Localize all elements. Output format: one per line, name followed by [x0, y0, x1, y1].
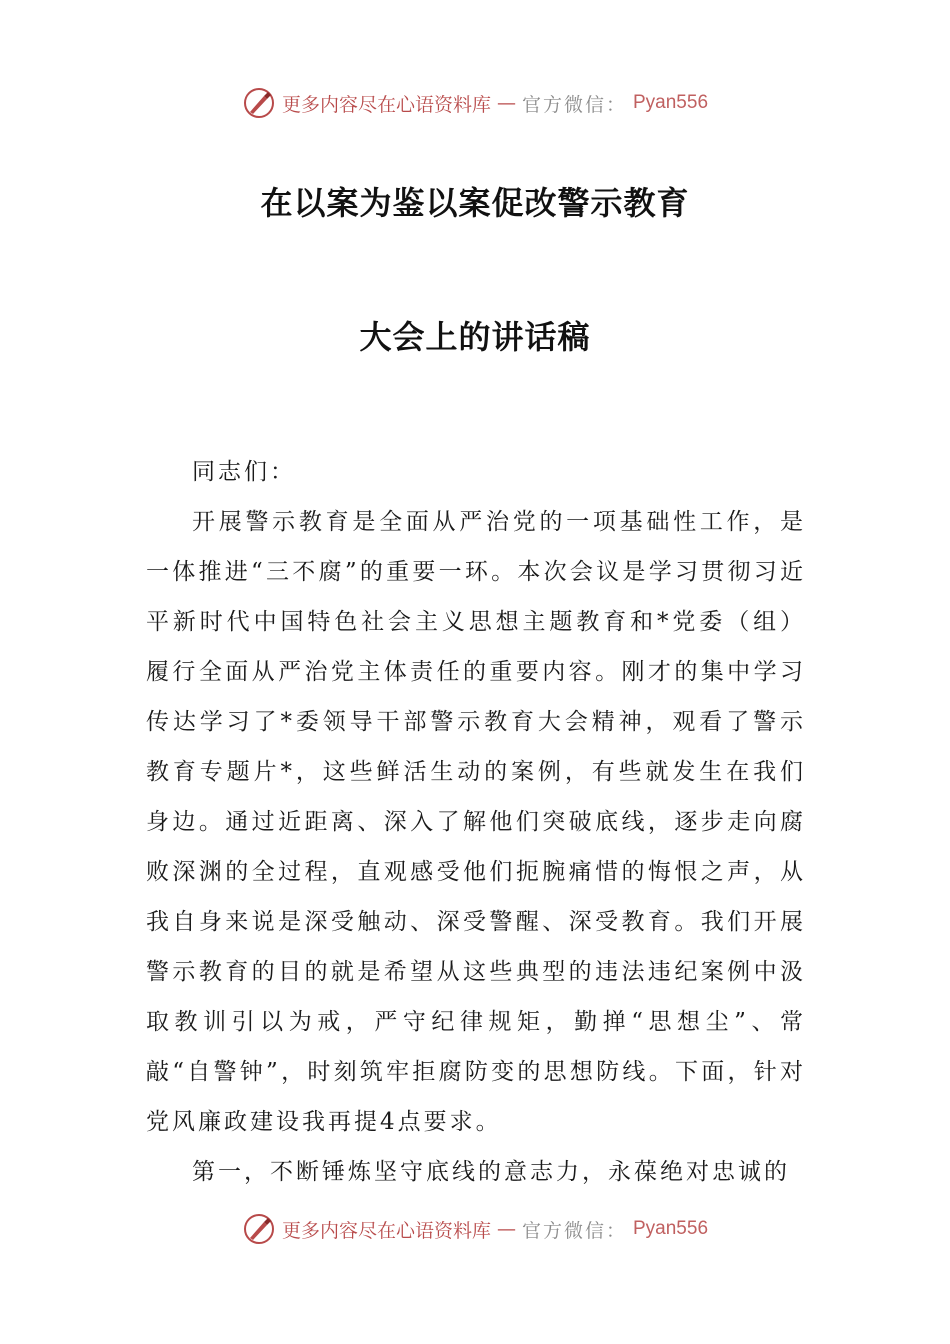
- watermark-official-label: 官方微信：: [521, 1219, 627, 1242]
- document-title-line1: 在以案为鉴以案促改警示教育: [260, 184, 690, 222]
- first-point-paragraph: 第一，不断锤炼坚守底线的意志力，永葆绝对忠诚的: [192, 1159, 790, 1185]
- watermark-dash: —: [496, 92, 516, 114]
- document-title-line2: 大会上的讲话稿: [359, 318, 591, 356]
- pen-logo-icon: [242, 86, 276, 120]
- intro-paragraph: 开展警示教育是全面从严治党的一项基础性工作，是一体推进“三不腐”的重要一环。本次会议是学习贯彻习近平新时代中国特色社会主义思想主题教育和*党委（组）履行全面从严治党主体责任的重要内容。刚才的集中学习传达学习了*委领导干部警示教育大会精神，观看了警示教育专题片*，这些鲜活生动的案例，有些就发生在我们身边。通过近距离、深入了解他们突破底线，逐步走向腐败深渊的全过程，直观感受他们扼腕痛惜的悔恨之声，从我自身来说是深受触动、深受警醒、深受教育。我们开展警示教育的目的就是希望从这些典型的违法违纪案例中汲取教训引以为戒，严守纪律规矩，勤掸“思想尘”、常敲“自警钟”，时刻筑牢拒腐防变的思想防线。下面，针对党风廉政建设我再提4点要求。: [146, 509, 806, 1135]
- salutation-paragraph: 同志们：: [192, 459, 296, 485]
- watermark-main-text: 更多内容尽在心语资料库: [281, 1219, 491, 1242]
- watermark-footer: [0, 1212, 950, 1246]
- watermark-header: [0, 86, 950, 120]
- document-body: [146, 447, 806, 1197]
- watermark-main-text: 更多内容尽在心语资料库: [281, 93, 491, 116]
- pen-logo-icon: [242, 1212, 276, 1246]
- watermark-official-label: 官方微信：: [521, 93, 627, 116]
- watermark-wechat-id: Pyan556: [633, 92, 709, 113]
- watermark-dash: —: [496, 1218, 516, 1240]
- watermark-wechat-id: Pyan556: [633, 1218, 709, 1239]
